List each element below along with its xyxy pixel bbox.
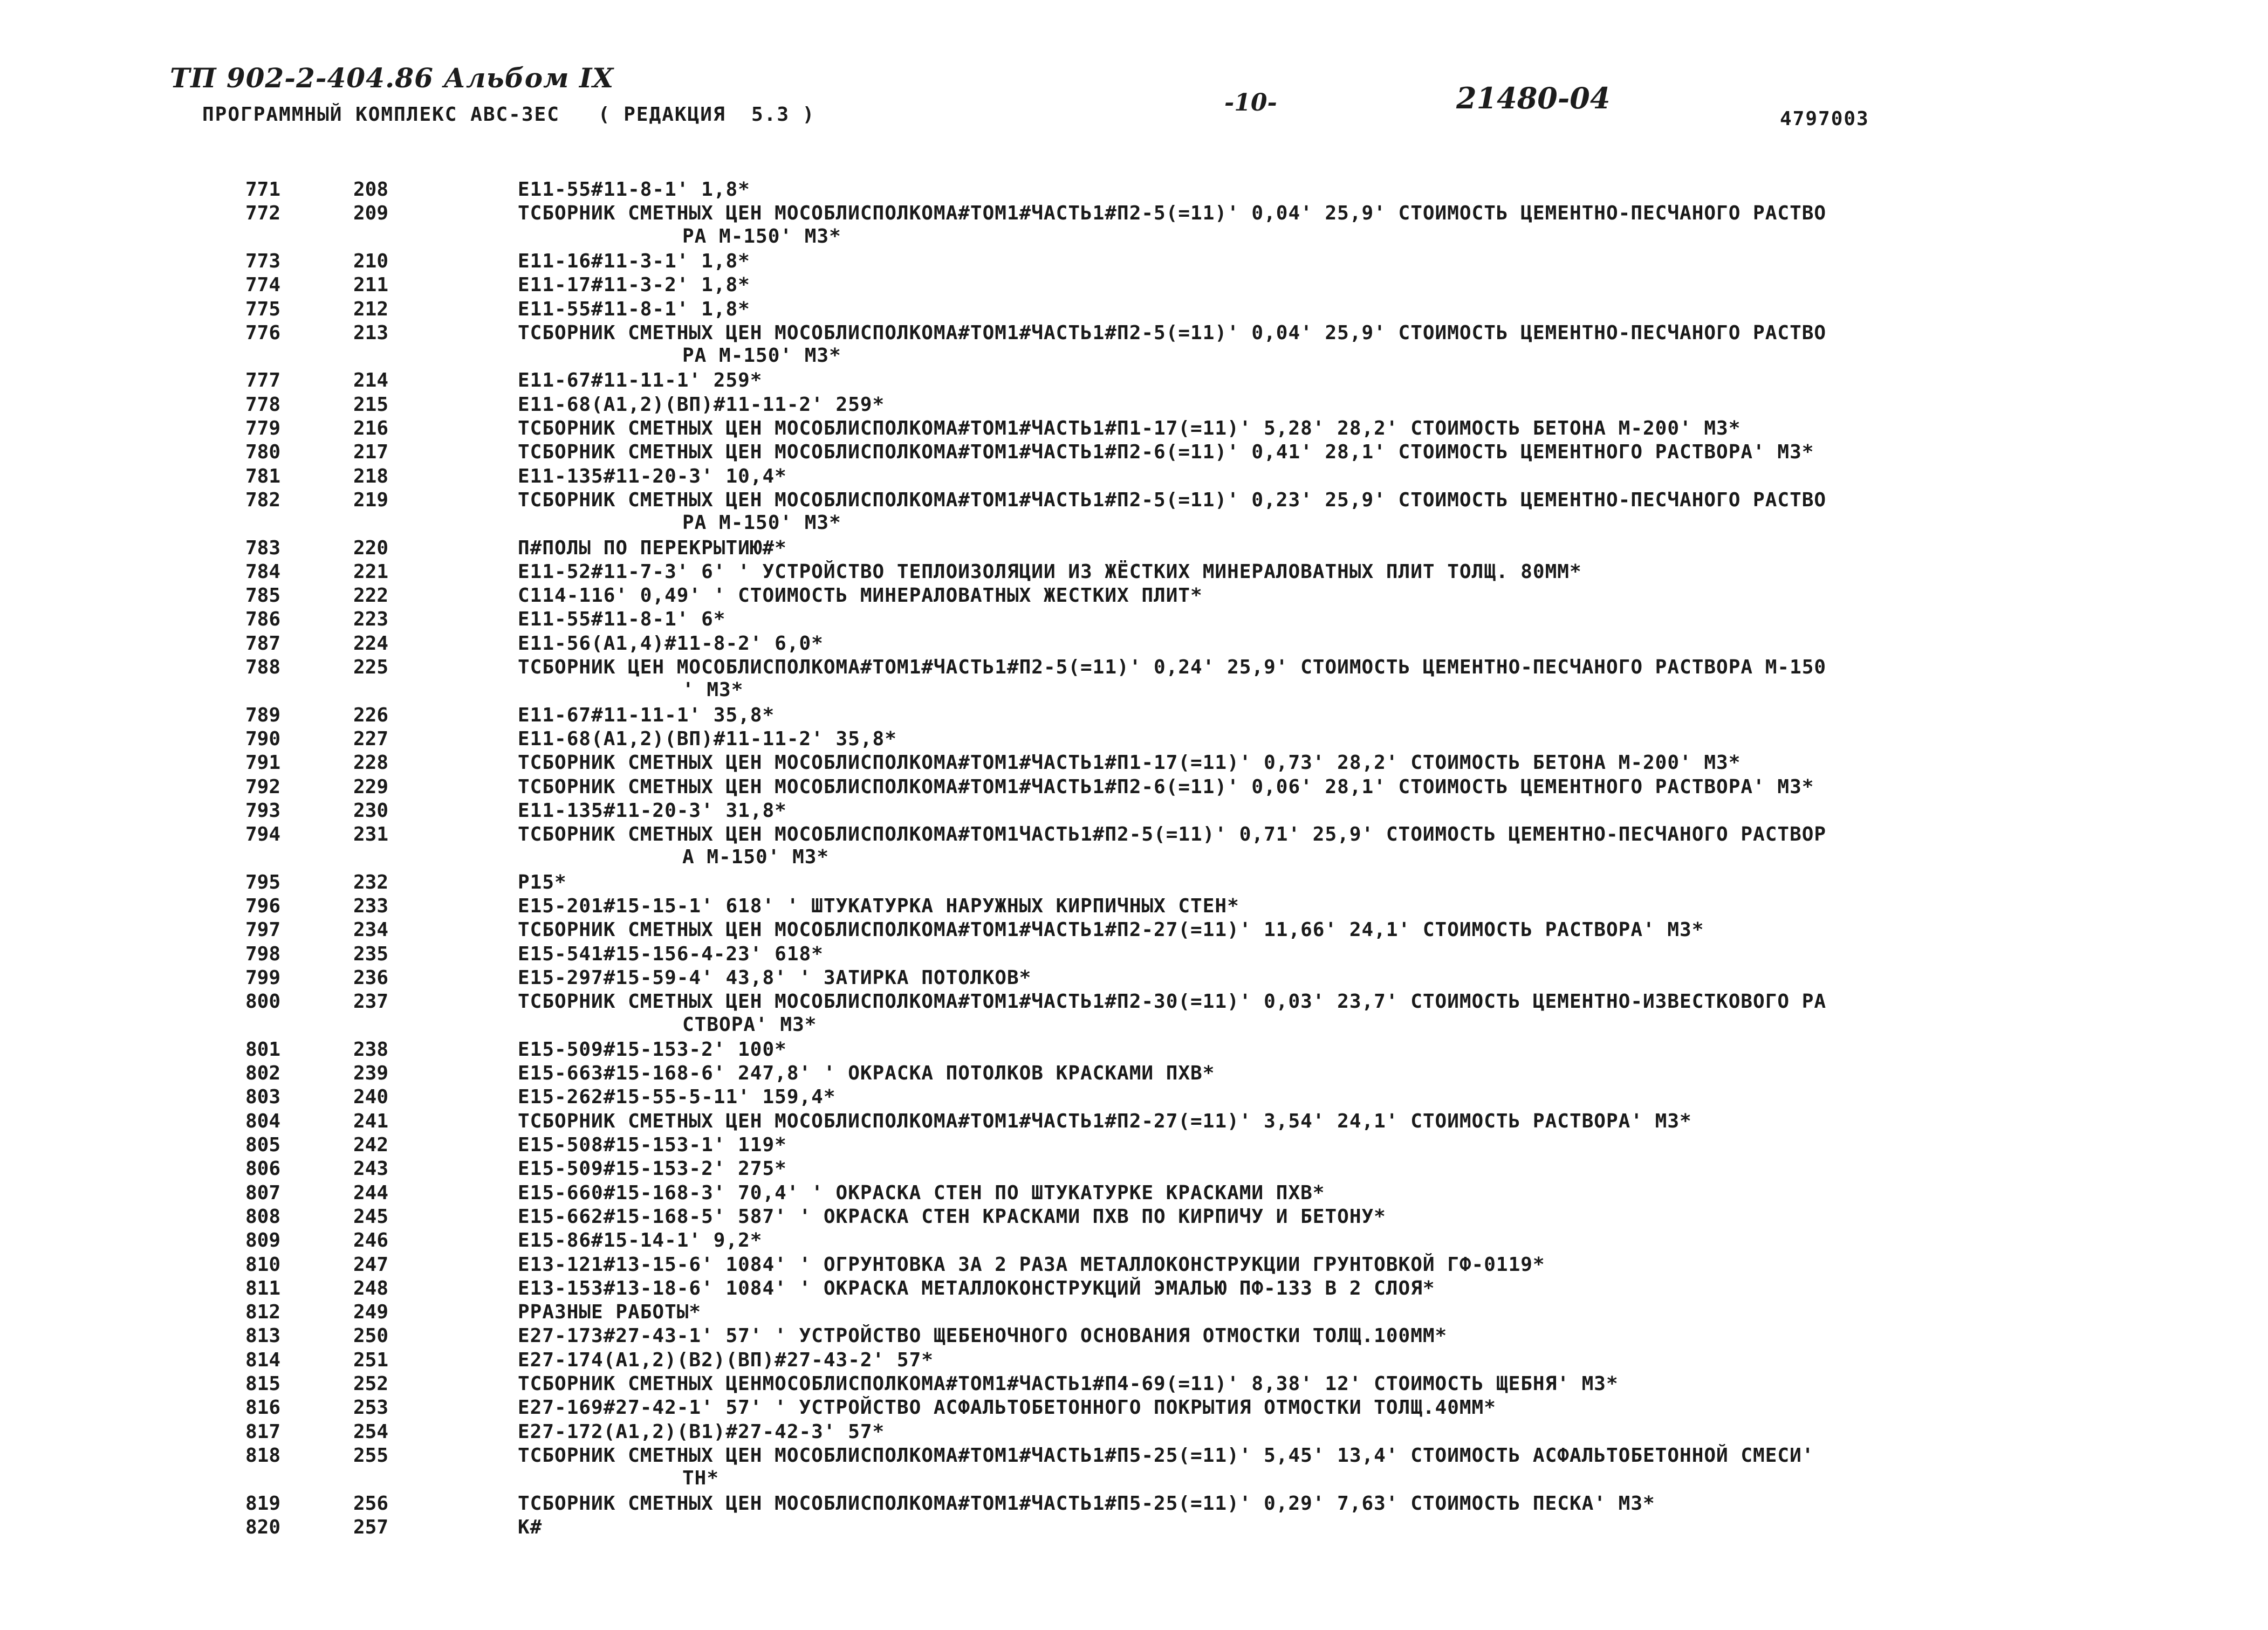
line-number: 784 (245, 560, 281, 583)
record-text: Е11-16#11-3-1' 1,8* (518, 250, 750, 272)
record-number: 237 (353, 991, 389, 1013)
line-number: 817 (245, 1420, 281, 1443)
line-number: 772 (245, 202, 281, 225)
listing-row (0, 1372, 2268, 1396)
line-number: 787 (245, 632, 281, 655)
listing-row (0, 1516, 2268, 1539)
program-header: ПРОГРАММНЫЙ КОМПЛЕКС АВС-3ЕС ( РЕДАКЦИЯ 5.3 ) (202, 104, 816, 126)
record-number: 251 (353, 1349, 389, 1371)
record-number: 214 (353, 369, 389, 392)
listing-row (0, 417, 2268, 441)
record-text: ТСБОРНИК СМЕТНЫХ ЦЕН МОСОБЛИСПОЛКОМА#ТОМ1#ЧАСТЬ1#П5-25(=11)' 5,45' 13,4' СТОИМОСТЬ АСФАЛЬТОБЕТОННОЙ СМЕСИ' (518, 1444, 1814, 1467)
record-number: 227 (353, 727, 389, 750)
listing-row (0, 1253, 2268, 1277)
record-number: 232 (353, 871, 389, 893)
record-number: 213 (353, 321, 389, 344)
record-text: ТСБОРНИК СМЕТНЫХ ЦЕН МОСОБЛИСПОЛКОМА#ТОМ1#ЧАСТЬ1#П1-17(=11)' 0,73' 28,2' СТОИМОСТЬ БЕТОНА М-200' М3* (518, 752, 1741, 774)
record-text: ТСБОРНИК СМЕТНЫХ ЦЕН МОСОБЛИСПОЛКОМА#ТОМ1#ЧАСТЬ1#П2-27(=11)' 3,54' 24,1' СТОИМОСТЬ РАСТВОРА' М3* (518, 1110, 1692, 1132)
listing-row (0, 321, 2268, 345)
record-text: Е15-297#15-59-4' 43,8' ' ЗАТИРКА ПОТОЛКОВ* (518, 966, 1032, 989)
line-number: 812 (245, 1301, 281, 1324)
record-text: Е13-121#13-15-6' 1084' ' ОГРУНТОВКА ЗА 2 РАЗА МЕТАЛЛОКОНСТРУКЦИИ ГРУНТОВКОЙ ГФ-0119* (518, 1253, 1545, 1276)
line-number: 811 (245, 1277, 281, 1299)
record-number: 219 (353, 489, 389, 511)
record-number: 231 (353, 823, 389, 846)
record-text: ТСБОРНИК СМЕТНЫХ ЦЕН МОСОБЛИСПОЛКОМА#ТОМ1#ЧАСТЬ1#П1-17(=11)' 5,28' 28,2' СТОИМОСТЬ БЕТОНА М-200' М3* (518, 417, 1741, 439)
record-text: ТСБОРНИК СМЕТНЫХ ЦЕН МОСОБЛИСПОЛКОМА#ТОМ1#ЧАСТЬ1#П2-5(=11)' 0,23' 25,9' СТОИМОСТЬ ЦЕМЕНТНО-ПЕСЧАНОГО РАСТВО (518, 489, 1827, 511)
line-number: 820 (245, 1516, 281, 1538)
record-number: 215 (353, 393, 389, 416)
record-number: 242 (353, 1134, 389, 1156)
line-number: 779 (245, 417, 281, 439)
line-number: 804 (245, 1110, 281, 1132)
record-text: П#ПОЛЫ ПО ПЕРЕКРЫТИЮ#* (518, 537, 787, 559)
record-number: 208 (353, 178, 389, 201)
record-text-continuation: А М-150' М3* (682, 846, 830, 869)
line-number: 792 (245, 775, 281, 798)
record-text: Е15-262#15-55-5-11' 159,4* (518, 1086, 836, 1109)
listing-row (0, 584, 2268, 608)
record-text: Е27-169#27-42-1' 57' ' УСТРОЙСТВО АСФАЛЬТОБЕТОННОГО ПОКРЫТИЯ ОТМОСТКИ ТОЛЩ.40ММ* (518, 1397, 1496, 1419)
record-number: 255 (353, 1444, 389, 1467)
record-text: Е11-68(А1,2)(ВП)#11-11-2' 259* (518, 393, 885, 416)
line-number: 798 (245, 943, 281, 965)
line-number: 818 (245, 1444, 281, 1467)
record-text: Е11-135#11-20-3' 31,8* (518, 799, 787, 822)
record-number: 244 (353, 1181, 389, 1204)
record-number: 228 (353, 752, 389, 774)
record-text: Е15-663#15-168-6' 247,8' ' ОКРАСКА ПОТОЛКОВ КРАСКАМИ ПХВ* (518, 1062, 1215, 1085)
record-text: Е15-662#15-168-5' 587' ' ОКРАСКА СТЕН КРАСКАМИ ПХВ ПО КИРПИЧУ И БЕТОНУ* (518, 1205, 1386, 1228)
record-number: 238 (353, 1038, 389, 1061)
record-number: 209 (353, 202, 389, 225)
album-handwritten-note: ТП 902-2-404.86 Альбом IX (170, 62, 614, 94)
record-text-continuation: ' М3* (682, 679, 744, 701)
line-number: 809 (245, 1229, 281, 1252)
record-number: 249 (353, 1301, 389, 1324)
listing-row (0, 393, 2268, 417)
listing-row (0, 704, 2268, 727)
line-number: 801 (245, 1038, 281, 1061)
line-number: 793 (245, 799, 281, 822)
line-number: 815 (245, 1373, 281, 1395)
record-text: Е11-67#11-11-1' 35,8* (518, 704, 775, 726)
record-text: ТСБОРНИК СМЕТНЫХ ЦЕН МОСОБЛИСПОЛКОМА#ТОМ1ЧАСТЬ1#П2-5(=11)' 0,71' 25,9' СТОИМОСТЬ ЦЕМЕНТНО-ПЕСЧАНОГО РАСТВОР (518, 823, 1827, 846)
record-number: 210 (353, 250, 389, 272)
record-text: Е15-541#15-156-4-23' 618* (518, 943, 824, 965)
line-number: 800 (245, 991, 281, 1013)
listing-row (0, 441, 2268, 464)
record-text: ТСБОРНИК СМЕТНЫХ ЦЕН МОСОБЛИСПОЛКОМА#ТОМ1#ЧАСТЬ1#П2-27(=11)' 11,66' 24,1' СТОИМОСТЬ РАСТВОРА' М3* (518, 919, 1704, 941)
record-text: ТСБОРНИК СМЕТНЫХ ЦЕН МОСОБЛИСПОЛКОМА#ТОМ1#ЧАСТЬ1#П2-5(=11)' 0,04' 25,9' СТОИМОСТЬ ЦЕМЕНТНО-ПЕСЧАНОГО РАСТВО (518, 321, 1827, 344)
record-number: 222 (353, 584, 389, 607)
listing-row (0, 871, 2268, 895)
listing-row (0, 1444, 2268, 1468)
listing-row (0, 727, 2268, 751)
record-number: 240 (353, 1086, 389, 1109)
record-text-continuation: СТВОРА' М3* (682, 1013, 817, 1036)
listing-row (0, 632, 2268, 656)
record-number: 216 (353, 417, 389, 439)
record-text: Е11-55#11-8-1' 1,8* (518, 298, 750, 320)
listing-row (0, 799, 2268, 823)
record-text-continuation: РА М-150' М3* (682, 345, 841, 367)
line-number: 795 (245, 871, 281, 893)
listing-row (0, 775, 2268, 799)
record-number: 211 (353, 274, 389, 297)
record-text: Е11-135#11-20-3' 10,4* (518, 465, 787, 487)
record-number: 250 (353, 1325, 389, 1347)
listing-row (0, 990, 2268, 1014)
record-number: 233 (353, 895, 389, 917)
record-text: Е15-86#15-14-1' 9,2* (518, 1229, 763, 1252)
record-text: ТСБОРНИК СМЕТНЫХ ЦЕН МОСОБЛИСПОЛКОМА#ТОМ1#ЧАСТЬ1#П2-6(=11)' 0,06' 28,1' СТОИМОСТЬ ЦЕМЕНТНОГО РАСТВОРА' М3* (518, 775, 1814, 798)
record-text: Е11-17#11-3-2' 1,8* (518, 274, 750, 297)
line-number: 776 (245, 321, 281, 344)
listing-row (0, 560, 2268, 584)
listing-row (0, 966, 2268, 990)
listing-row (0, 1205, 2268, 1229)
listing-row (0, 1349, 2268, 1372)
record-text: К# (518, 1516, 543, 1538)
record-number: 253 (353, 1397, 389, 1419)
record-text: Е11-55#11-8-1' 6* (518, 608, 726, 631)
record-text: Е27-174(А1,2)(В2)(ВП)#27-43-2' 57* (518, 1349, 934, 1371)
listing-row (0, 298, 2268, 321)
record-number: 254 (353, 1420, 389, 1443)
line-number: 789 (245, 704, 281, 726)
record-text: Е27-172(А1,2)(В1)#27-42-3' 57* (518, 1420, 885, 1443)
record-number: 248 (353, 1277, 389, 1299)
line-number: 799 (245, 966, 281, 989)
line-number: 802 (245, 1062, 281, 1085)
listing-row (0, 250, 2268, 273)
line-number: 807 (245, 1181, 281, 1204)
record-text: Е13-153#13-18-6' 1084' ' ОКРАСКА МЕТАЛЛОКОНСТРУКЦИЙ ЭМАЛЬЮ ПФ-133 В 2 СЛОЯ* (518, 1277, 1435, 1299)
record-text: Е11-52#11-7-3' 6' ' УСТРОЙСТВО ТЕПЛОИЗОЛЯЦИИ ИЗ ЖЁСТКИХ МИНЕРАЛОВАТНЫХ ПЛИТ ТОЛЩ. 80ММ* (518, 560, 1582, 583)
record-number: 252 (353, 1373, 389, 1395)
record-number: 220 (353, 537, 389, 559)
record-text: Е15-509#15-153-2' 100* (518, 1038, 787, 1061)
line-number: 791 (245, 752, 281, 774)
record-number: 257 (353, 1516, 389, 1538)
record-number: 218 (353, 465, 389, 487)
listing-row (0, 1396, 2268, 1420)
record-number: 212 (353, 298, 389, 320)
listing-row (0, 1492, 2268, 1516)
listing-row (0, 1301, 2268, 1324)
record-text-continuation: РА М-150' М3* (682, 225, 841, 247)
line-number: 796 (245, 895, 281, 917)
listing-row (0, 489, 2268, 512)
record-text-continuation: РА М-150' М3* (682, 512, 841, 534)
line-number: 814 (245, 1349, 281, 1371)
listing-row (0, 1110, 2268, 1133)
record-text: ТСБОРНИК СМЕТНЫХ ЦЕНМОСОБЛИСПОЛКОМА#ТОМ1#ЧАСТЬ1#П4-69(=11)' 8,38' 12' СТОИМОСТЬ ЩЕБНЯ' М3* (518, 1373, 1619, 1395)
record-number: 245 (353, 1205, 389, 1228)
line-number: 782 (245, 489, 281, 511)
record-number: 234 (353, 919, 389, 941)
listing-row (0, 823, 2268, 847)
listing-row (0, 895, 2268, 918)
record-text: Е11-68(А1,2)(ВП)#11-11-2' 35,8* (518, 727, 897, 750)
record-text: Е11-56(А1,4)#11-8-2' 6,0* (518, 632, 824, 655)
record-number: 217 (353, 441, 389, 464)
listing-row (0, 943, 2268, 966)
record-text: Е11-55#11-8-1' 1,8* (518, 178, 750, 201)
listing-row (0, 1420, 2268, 1444)
line-number: 777 (245, 369, 281, 392)
record-number: 246 (353, 1229, 389, 1252)
record-number: 243 (353, 1158, 389, 1180)
record-text: РРАЗНЫЕ РАБОТЫ* (518, 1301, 702, 1324)
line-number: 810 (245, 1253, 281, 1276)
listing-row (0, 1324, 2268, 1348)
listing-row (0, 1038, 2268, 1062)
listing-row (0, 273, 2268, 297)
listing-row (0, 1062, 2268, 1085)
listing-row (0, 1133, 2268, 1157)
line-number: 813 (245, 1325, 281, 1347)
record-text: Е15-509#15-153-2' 275* (518, 1158, 787, 1180)
record-text: Е27-173#27-43-1' 57' ' УСТРОЙСТВО ЩЕБЕНОЧНОГО ОСНОВАНИЯ ОТМОСТКИ ТОЛЩ.100ММ* (518, 1325, 1448, 1347)
listing-row (0, 1277, 2268, 1301)
listing-row (0, 465, 2268, 489)
line-number: 773 (245, 250, 281, 272)
record-number: 224 (353, 632, 389, 655)
line-number: 774 (245, 274, 281, 297)
record-text: ТСБОРНИК СМЕТНЫХ ЦЕН МОСОБЛИСПОЛКОМА#ТОМ1#ЧАСТЬ1#П2-5(=11)' 0,04' 25,9' СТОИМОСТЬ ЦЕМЕНТНО-ПЕСЧАНОГО РАСТВО (518, 202, 1827, 225)
listing-row (0, 1085, 2268, 1109)
listing-row (0, 202, 2268, 225)
line-number: 778 (245, 393, 281, 416)
listing-row (0, 1181, 2268, 1205)
record-text: Р15* (518, 871, 567, 893)
line-number: 781 (245, 465, 281, 487)
line-number: 790 (245, 727, 281, 750)
record-text-continuation: ТН* (682, 1467, 720, 1490)
record-number: 221 (353, 560, 389, 583)
listing-row (0, 369, 2268, 393)
listing-row (0, 178, 2268, 202)
line-number: 816 (245, 1397, 281, 1419)
record-number: 247 (353, 1253, 389, 1276)
record-text: Е15-201#15-15-1' 618' ' ШТУКАТУРКА НАРУЖНЫХ КИРПИЧНЫХ СТЕН* (518, 895, 1239, 917)
line-number: 805 (245, 1134, 281, 1156)
line-number: 771 (245, 178, 281, 201)
record-number: 230 (353, 799, 389, 822)
listing-row (0, 1229, 2268, 1253)
document-number: 4797003 (1780, 108, 1869, 130)
record-text: Е11-67#11-11-1' 259* (518, 369, 763, 392)
listing-row (0, 1157, 2268, 1181)
record-number: 229 (353, 775, 389, 798)
record-text: ТСБОРНИК СМЕТНЫХ ЦЕН МОСОБЛИСПОЛКОМА#ТОМ1#ЧАСТЬ1#П2-30(=11)' 0,03' 23,7' СТОИМОСТЬ ЦЕМЕНТНО-ИЗВЕСТКОВОГО РА (518, 991, 1827, 1013)
line-number: 803 (245, 1086, 281, 1109)
line-number: 775 (245, 298, 281, 320)
page-number: -10- (1224, 89, 1277, 116)
record-text: ТСБОРНИК СМЕТНЫХ ЦЕН МОСОБЛИСПОЛКОМА#ТОМ1#ЧАСТЬ1#П2-6(=11)' 0,41' 28,1' СТОИМОСТЬ ЦЕМЕНТНОГО РАСТВОРА' М3* (518, 441, 1814, 464)
record-text: ТСБОРНИК ЦЕН МОСОБЛИСПОЛКОМА#ТОМ1#ЧАСТЬ1#П2-5(=11)' 0,24' 25,9' СТОИМОСТЬ ЦЕМЕНТНО-ПЕСЧАНОГО РАСТВОРА М-150 (518, 656, 1827, 678)
listing-row (0, 751, 2268, 775)
line-number: 785 (245, 584, 281, 607)
line-number: 786 (245, 608, 281, 631)
line-number: 788 (245, 656, 281, 678)
record-number: 226 (353, 704, 389, 726)
line-number: 808 (245, 1205, 281, 1228)
record-number: 225 (353, 656, 389, 678)
line-number: 780 (245, 441, 281, 464)
line-number: 794 (245, 823, 281, 846)
listing-row (0, 918, 2268, 942)
record-number: 235 (353, 943, 389, 965)
record-number: 239 (353, 1062, 389, 1085)
line-number: 819 (245, 1492, 281, 1515)
record-text: С114-116' 0,49' ' СТОИМОСТЬ МИНЕРАЛОВАТНЫХ ЖЕСТКИХ ПЛИТ* (518, 584, 1203, 607)
record-text: ТСБОРНИК СМЕТНЫХ ЦЕН МОСОБЛИСПОЛКОМА#ТОМ1#ЧАСТЬ1#П5-25(=11)' 0,29' 7,63' СТОИМОСТЬ ПЕСКА' М3* (518, 1492, 1655, 1515)
line-number: 783 (245, 537, 281, 559)
line-number: 806 (245, 1158, 281, 1180)
record-number: 223 (353, 608, 389, 631)
record-text: Е15-660#15-168-3' 70,4' ' ОКРАСКА СТЕН ПО ШТУКАТУРКЕ КРАСКАМИ ПХВ* (518, 1181, 1325, 1204)
handwritten-code: 21480-04 (1456, 81, 1611, 115)
record-number: 236 (353, 966, 389, 989)
record-number: 241 (353, 1110, 389, 1132)
listing-row (0, 608, 2268, 631)
record-text: Е15-508#15-153-1' 119* (518, 1134, 787, 1156)
line-number: 797 (245, 919, 281, 941)
record-number: 256 (353, 1492, 389, 1515)
listing-row (0, 537, 2268, 560)
listing-row (0, 656, 2268, 679)
